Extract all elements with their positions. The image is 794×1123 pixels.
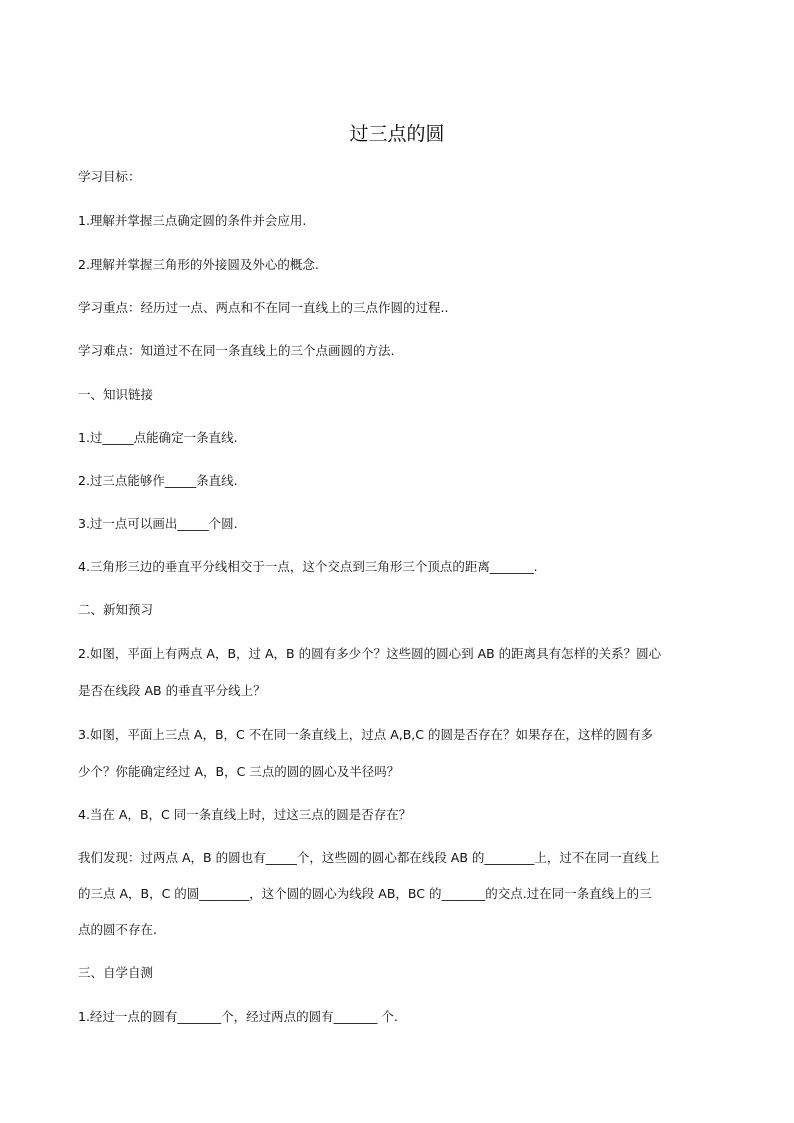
paragraph-line: 3.如图，平面上三点 A，B，C 不在同一条直线上，过点 A,B,C 的圆是否存在？如果存在，这样的圆有多 <box>78 727 653 742</box>
paragraph-line: 点的圆不存在. <box>78 922 157 937</box>
paragraph-line: 2.如图，平面上有两点 A，B，过 A，B 的圆有多少个？这些圆的圆心到 AB 的距离具有怎样的关系？圆心 <box>78 646 662 661</box>
paragraph-line: 少个？你能确定经过 A，B，C 三点的圆的圆心及半径吗？ <box>78 764 400 779</box>
key-point: 学习重点：经历过一点、两点和不在同一直线上的三点作圆的过程.. <box>78 300 449 315</box>
section-heading-knowledge-link: 一、知识链接 <box>78 387 154 402</box>
objective-item-1: 1.理解并掌握三点确定圆的条件并会应用. <box>78 213 307 228</box>
document-title: 过三点的圆 <box>349 123 445 145</box>
objective-item-2: 2.理解并掌握三角形的外接圆及外心的概念. <box>78 257 319 272</box>
section-heading-preview: 二、新知预习 <box>78 602 154 617</box>
paragraph-line: 的三点 A，B，C 的圆________，这个圆的圆心为线段 AB，BC 的_______的交点.过在同一条直线上的三 <box>78 886 652 901</box>
section-label-objectives: 学习目标： <box>78 169 141 184</box>
paragraph-line: 是否在线段 AB 的垂直平分线上？ <box>78 683 266 698</box>
paragraph-line: 4.当在 A，B，C 同一条直线上时，过这三点的圆是否存在？ <box>78 807 412 822</box>
question-line: 1.过_____点能确定一条直线. <box>78 430 238 445</box>
question-line: 1.经过一点的圆有_______个，经过两点的圆有_______ 个. <box>78 1009 398 1024</box>
question-line: 4.三角形三边的垂直平分线相交于一点，这个交点到三角形三个顶点的距离_______. <box>78 559 538 574</box>
paragraph-line: 我们发现：过两点 A，B 的圆也有_____个，这些圆的圆心都在线段 AB 的________上，过不在同一直线上 <box>78 850 660 865</box>
section-heading-self-test: 三、自学自测 <box>78 965 154 980</box>
question-line: 3.过一点可以画出_____个圆. <box>78 516 238 531</box>
difficult-point: 学习难点：知道过不在同一条直线上的三个点画圆的方法. <box>78 343 395 358</box>
question-line: 2.过三点能够作_____条直线. <box>78 473 238 488</box>
